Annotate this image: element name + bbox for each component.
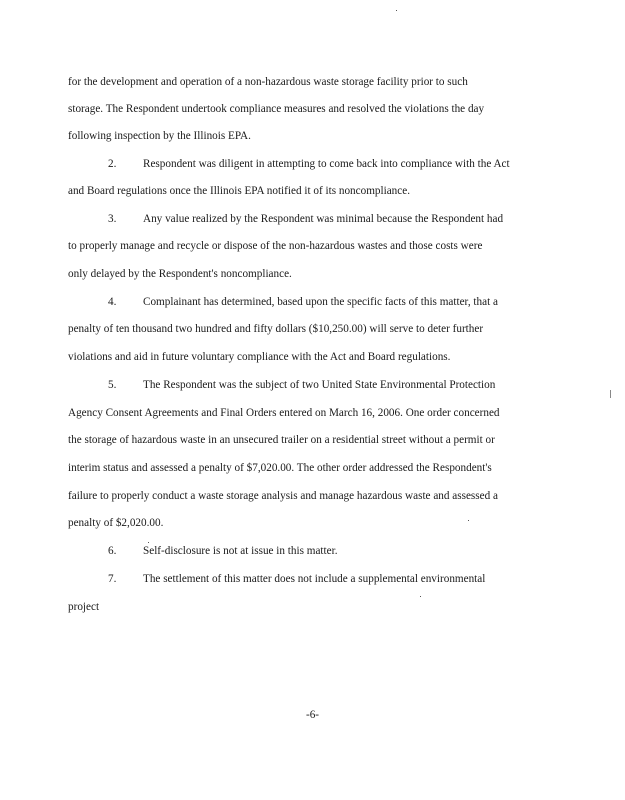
paragraph-5-line-2: Agency Consent Agreements and Final Orders entered on March 16, 2006. One order concerned: [68, 407, 500, 419]
paragraph-4-line-2: penalty of ten thousand two hundred and fifty dollars ($10,250.00) will serve to deter further: [68, 323, 484, 335]
paragraph-number-5: 5.: [108, 379, 117, 391]
intro-line-1: for the development and operation of a non-hazardous waste storage facility prior to such: [68, 76, 468, 88]
paragraph-5-line-4: interim status and assessed a penalty of $7,020.00. The other order addressed the Respondent's: [68, 462, 492, 474]
paragraph-7-line-2: project: [68, 601, 100, 613]
intro-line-3: following inspection by the Illinois EPA.: [68, 130, 251, 142]
intro-line-2: storage. The Respondent undertook compliance measures and resolved the violations the day: [68, 103, 485, 115]
paragraph-5-line-6: penalty of $2,020.00.: [68, 517, 164, 529]
paragraph-5-line-1: The Respondent was the subject of two United State Environmental Protection: [143, 379, 496, 391]
scan-speck: [148, 542, 149, 543]
paragraph-number-3: 3.: [108, 213, 117, 225]
paragraph-7-line-1: The settlement of this matter does not include a supplemental environmental: [143, 573, 486, 585]
paragraph-number-7: 7.: [108, 573, 117, 585]
paragraph-3-line-2: to properly manage and recycle or dispose of the non-hazardous wastes and those costs were: [68, 240, 483, 252]
paragraph-4-line-1: Complainant has determined, based upon the specific facts of this matter, that a: [143, 296, 498, 308]
paragraph-2-line-1: Respondent was diligent in attempting to come back into compliance with the Act: [143, 158, 510, 170]
paragraph-2-line-2: and Board regulations once the Illinois EPA notified it of its noncompliance.: [68, 185, 410, 197]
paragraph-3-line-3: only delayed by the Respondent's noncompliance.: [68, 268, 292, 280]
paragraph-5-line-3: the storage of hazardous waste in an unsecured trailer on a residential street without a permit or: [68, 434, 495, 446]
paragraph-4-line-3: violations and aid in future voluntary compliance with the Act and Board regulations.: [68, 351, 451, 363]
paragraph-3-line-1: Any value realized by the Respondent was minimal because the Respondent had: [143, 213, 504, 225]
paragraph-5-line-5: failure to properly conduct a waste storage analysis and manage hazardous waste and assessed a: [68, 490, 498, 502]
scan-speck: [610, 390, 611, 398]
page-number: -6-: [305, 709, 320, 721]
paragraph-6-line-1: Self-disclosure is not at issue in this matter.: [143, 545, 338, 557]
paragraph-number-2: 2.: [108, 158, 117, 170]
scan-speck: [420, 596, 421, 597]
paragraph-number-6: 6.: [108, 545, 117, 557]
scan-speck: [468, 520, 469, 521]
paragraph-number-4: 4.: [108, 296, 117, 308]
scan-speck: [396, 10, 397, 11]
